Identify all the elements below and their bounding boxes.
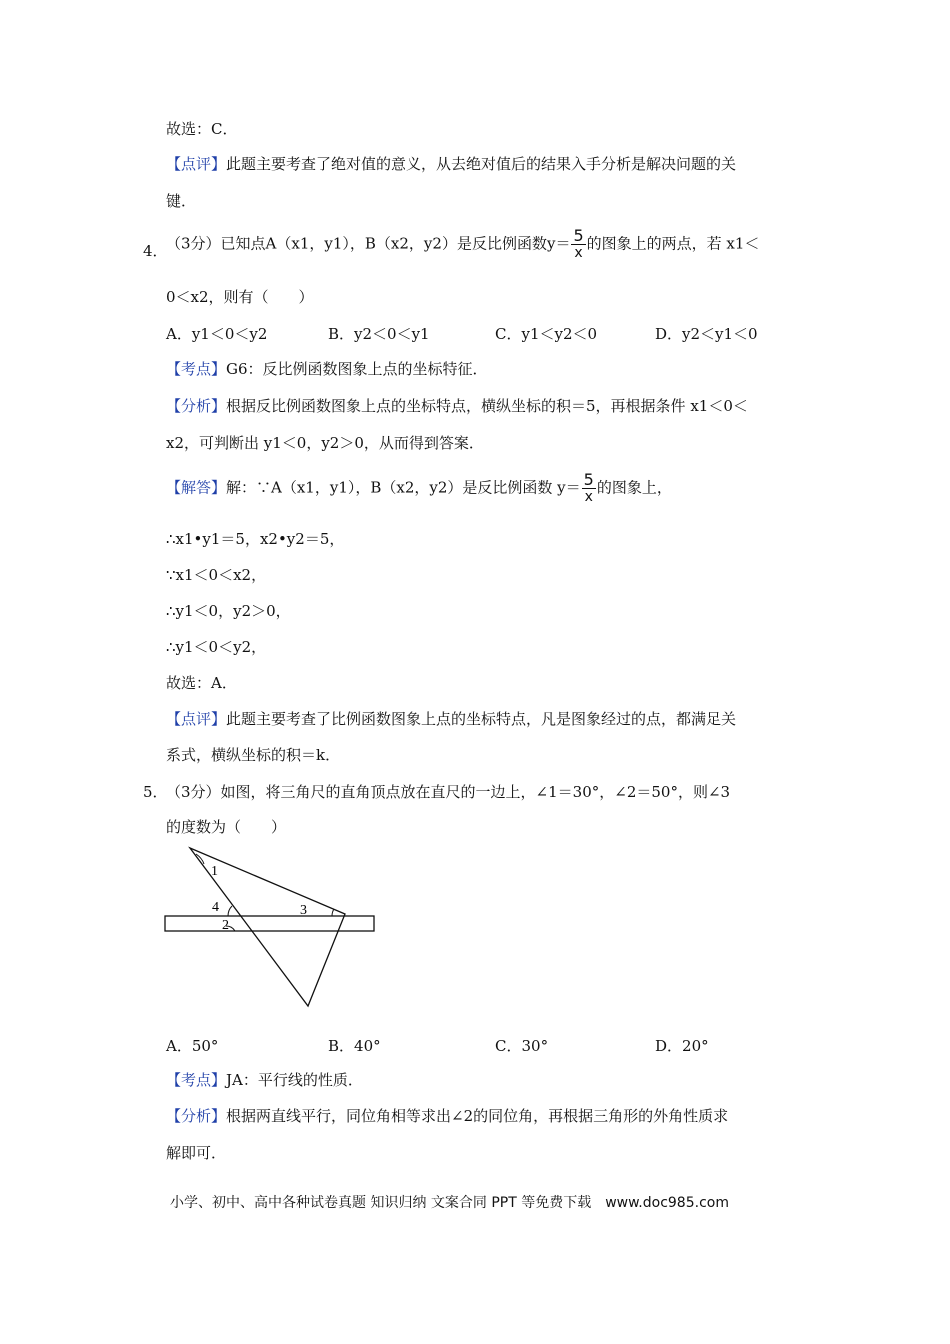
angle-label-4: 4 <box>212 900 219 915</box>
stem-text: （3分）已知点 <box>166 234 266 253</box>
review-text: 此题主要考查了绝对值的意义，从去绝对值后的结果入手分析是解决问题的关 <box>226 155 737 173</box>
fraction-denominator: x <box>584 489 593 505</box>
review-tag: 【点评】 <box>166 710 227 728</box>
kaodian-tag: 【考点】 <box>166 1071 227 1089</box>
fenxi-line <box>166 395 748 417</box>
jieda-line <box>166 472 672 505</box>
question-stem-cont: 0＜x2，则有（ ） <box>166 288 314 306</box>
option-b: B．y2＜0＜y1 <box>328 325 430 343</box>
fraction-numerator: 5 <box>583 470 594 489</box>
option-b: B．40° <box>328 1037 381 1055</box>
review-tag: 【点评】 <box>166 155 227 173</box>
question-stem <box>166 228 759 261</box>
fenxi-line <box>166 1105 728 1127</box>
page-footer: 小学、初中、高中各种试卷真题 知识归纳 文案合同 PPT 等免费下载 www.doc985.com <box>170 1195 729 1211</box>
fraction <box>582 472 596 505</box>
option-d: D．20° <box>655 1037 709 1055</box>
review-text: 此题主要考查了比例函数图象上点的坐标特点，凡是图象经过的点，都满足关 <box>226 710 737 728</box>
fenxi-text: 根据反比例函数图象上点的坐标特点，横纵坐标的积＝5，再根据条件 x1＜0＜ <box>226 397 748 415</box>
fenxi-tag: 【分析】 <box>166 1107 227 1125</box>
kaodian-tag: 【考点】 <box>166 360 227 378</box>
angle-mark-4 <box>228 906 232 916</box>
choice-line: 故选：C． <box>166 120 238 138</box>
solution-step: ∴y1＜0，y2＞0， <box>166 602 291 620</box>
question-number: 4． <box>143 242 168 260</box>
question-number: 5． <box>143 783 168 801</box>
fenxi-tag: 【分析】 <box>166 397 227 415</box>
review-line <box>166 708 736 730</box>
stem-text: 的图象上的两点，若 x1＜ <box>586 234 760 253</box>
kaodian-text: JA：平行线的性质． <box>226 1071 363 1089</box>
fenxi-text-cont: x2，可判断出 y1＜0，y2＞0，从而得到答案． <box>166 434 484 452</box>
kaodian-text: G6：反比例函数图象上点的坐标特征． <box>226 360 488 378</box>
angle-label-2: 2 <box>222 918 229 933</box>
angle-label-1: 1 <box>211 864 218 879</box>
triangle-ruler-figure <box>160 842 390 1012</box>
kaodian-line <box>166 1069 363 1091</box>
option-a: A．50° <box>166 1037 219 1055</box>
point-a: A（x1，y1）， <box>265 234 365 253</box>
option-c: C．y1＜y2＜0 <box>495 325 598 343</box>
fenxi-text-cont: 解即可． <box>166 1144 227 1162</box>
choice-line: 故选：A． <box>166 674 237 692</box>
review-text-cont: 键． <box>166 192 197 210</box>
review-line <box>166 153 736 175</box>
fraction <box>571 228 585 261</box>
angle-mark-3 <box>332 909 334 916</box>
option-c: C．30° <box>495 1037 549 1055</box>
angle-label-3: 3 <box>300 903 307 918</box>
fraction-numerator: 5 <box>573 226 584 245</box>
kaodian-line <box>166 358 488 380</box>
jieda-tag: 【解答】 <box>166 478 227 497</box>
review-text-cont: 系式，横纵坐标的积＝k． <box>166 746 341 764</box>
question-stem-cont: 的度数为（ ） <box>166 818 287 836</box>
angle-mark-1 <box>196 854 204 864</box>
jieda-text: 的图象上， <box>596 478 672 497</box>
point-b: B（x2，y2） <box>364 234 457 253</box>
stem-text: 是反比例函数 <box>456 234 547 253</box>
jieda-text: 解：∵A（x1，y1），B（x2，y2）是反比例函数 y＝ <box>226 478 581 497</box>
fenxi-text: 根据两直线平行，同位角相等求出∠2的同位角，再根据三角形的外角性质求 <box>226 1107 729 1125</box>
solution-step: ∴y1＜0＜y2， <box>166 638 267 656</box>
option-a: A．y1＜0＜y2 <box>166 325 268 343</box>
solution-step: ∵x1＜0＜x2， <box>166 566 267 584</box>
option-d: D．y2＜y1＜0 <box>655 325 758 343</box>
function-label: y＝ <box>546 234 571 253</box>
question-stem: （3分）如图，将三角尺的直角顶点放在直尺的一边上，∠1＝30°，∠2＝50°，则∠3 <box>166 783 731 801</box>
solution-step: ∴x1•y1＝5，x2•y2＝5， <box>166 530 345 548</box>
fraction-denominator: x <box>574 245 583 261</box>
